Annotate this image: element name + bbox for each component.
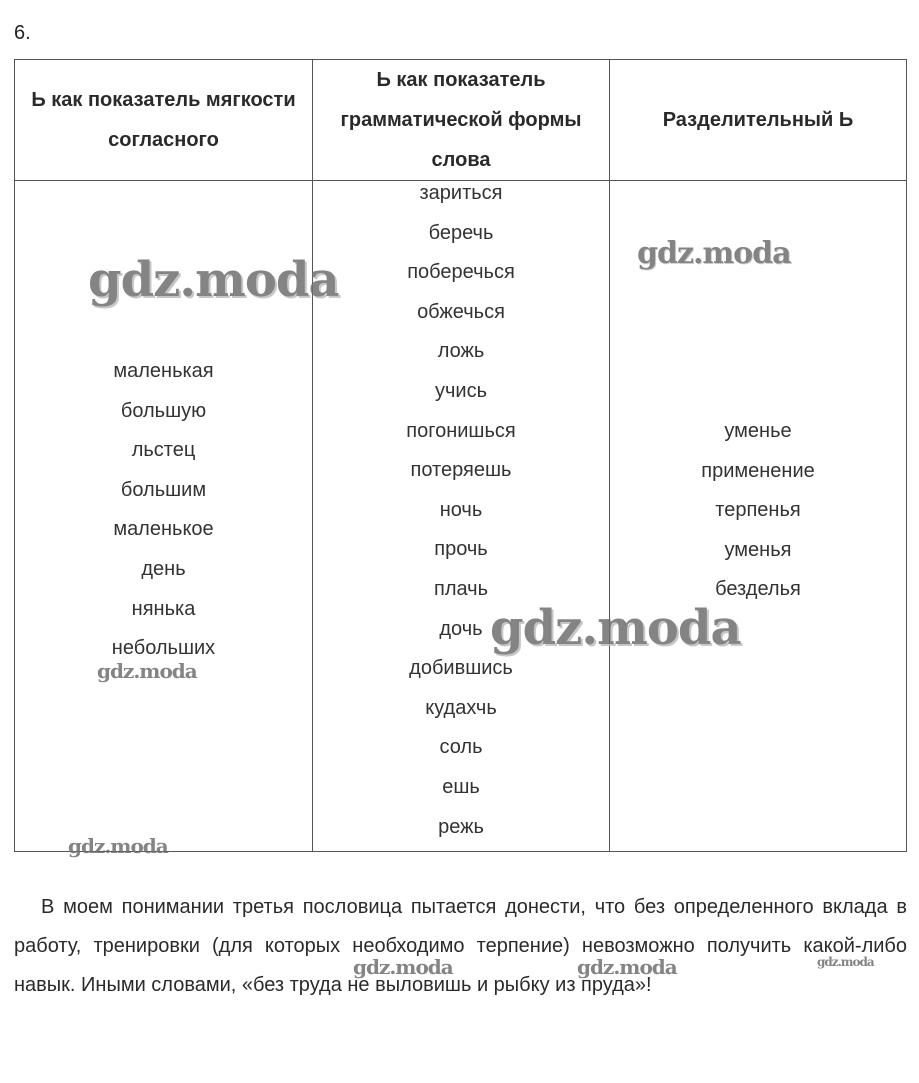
header-softness: Ь как показатель мягкости согласного [31,89,296,151]
column-softness-words [15,352,312,669]
column-grammatical-words [313,174,609,847]
table-cell-word: терпенья [715,499,801,522]
table-cell-word: поберечься [407,261,515,284]
table-cell-word: безделья [715,578,801,601]
table-cell-word: беречь [428,221,494,244]
table-cell-word: небольших [111,637,216,660]
table-cell-word: дочь [439,617,483,640]
exercise-number: 6. [14,22,31,44]
table-cell-word: потеряешь [410,459,512,482]
table-cell-word: ложь [437,340,485,363]
table-cell-word: ешь [442,775,480,798]
words-table [14,59,907,852]
table-cell-word: погонишься [406,419,516,442]
table-cell-word: большим [120,478,207,501]
table-cell-word: ночь [439,498,483,521]
table-cell-word: уменье [724,420,792,442]
table-cell-word: маленькое [113,518,214,541]
table-cell-word: маленькая [113,360,214,382]
column-separating-words [610,412,906,610]
watermark-logo: gdz.moda [353,955,453,979]
table-cell-word: учись [434,379,487,402]
table-cell-word: соль [439,736,483,759]
table-cell-word: режь [438,815,484,838]
watermark-logo: gdz.moda [88,252,339,308]
watermark-logo: gdz.moda [490,600,741,656]
explanation-paragraph: В моем понимании третья пословица пытается донести, что без определенного вклада в работу, тренировки (для которых необходимо терпение) невозможно получить какой-либо навык. Иными словами, «без труда не выловишь и рыбку из пруда»! [14,896,907,996]
watermark-logo: gdz.moda [97,659,197,683]
table-cell-word: уменья [724,538,792,561]
table-cell-word: день [141,557,186,580]
table-cell-word: зариться [419,182,503,204]
header-grammatical-form: Ь как показатель грамматической формы слова [340,69,582,171]
table-cell-word: плачь [433,577,489,600]
table-cell-word: большую [120,399,207,422]
table-cell-word: нянька [131,597,196,620]
watermark-logo: gdz.moda [637,236,791,271]
watermark-logo: gdz.moda [577,955,677,979]
table-cell-word: кудахчь [425,696,497,719]
watermark-logo: gdz.moda [68,834,168,858]
table-cell-word: льстец [131,439,196,462]
table-cell-word: добившись [409,657,513,680]
table-cell-word: применение [701,459,815,482]
table-cell-word: обжечься [417,300,505,323]
header-separating: Разделительный Ь [662,109,854,131]
watermark-logo: gdz.moda [817,955,874,969]
table-cell-word: прочь [434,538,488,561]
